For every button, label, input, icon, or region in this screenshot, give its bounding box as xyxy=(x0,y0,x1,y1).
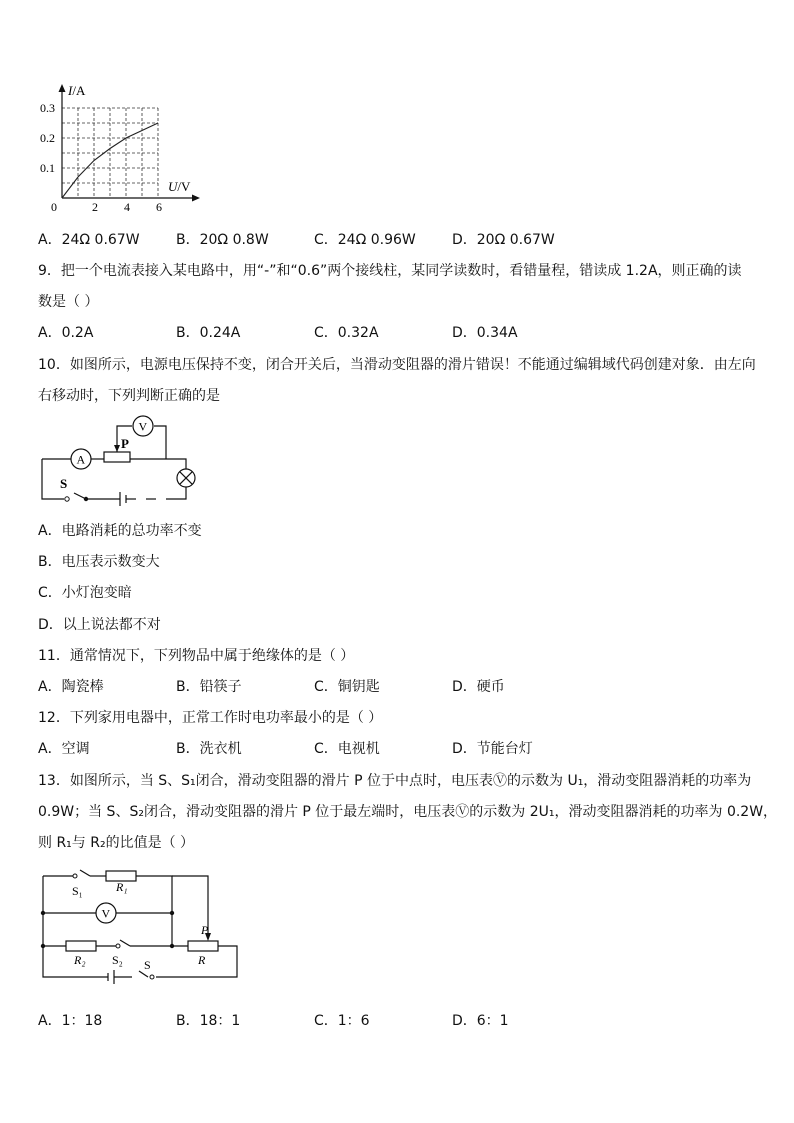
iu-graph xyxy=(28,78,208,218)
r2-label: R₂ xyxy=(74,953,86,967)
q13-stem-line1: 13．如图所示，当 S、S₁闭合，滑动变阻器的滑片 P 位于中点时，电压表Ⓥ的示数为 U₁，滑动变阻器消耗的功率为 xyxy=(38,773,752,789)
q13-option-d[interactable]: D．6：1 xyxy=(452,1013,509,1029)
r-label: R xyxy=(198,953,206,967)
q10-option-a[interactable]: A．电路消耗的总功率不变 xyxy=(38,523,202,539)
y-tick-label: 0.2 xyxy=(40,131,55,145)
y-axis-arrow xyxy=(59,84,66,92)
q13-stem-line3: 则 R₁与 R₂的比值是（ ） xyxy=(38,835,195,851)
q8-option-a[interactable]: A．24Ω 0.67W xyxy=(38,232,140,248)
q13-option-c[interactable]: C．1：6 xyxy=(314,1013,370,1029)
q9-stem-line2: 数是（ ） xyxy=(38,294,99,310)
q10-circuit-diagram xyxy=(38,415,208,507)
q10-option-c[interactable]: C．小灯泡变暗 xyxy=(38,585,132,601)
q10-option-b[interactable]: B．电压表示数变大 xyxy=(38,554,160,570)
q10-stem-line2: 右移动时，下列判断正确的是 xyxy=(38,388,220,404)
s-label: S xyxy=(144,958,151,972)
q13-option-a[interactable]: A．1：18 xyxy=(38,1013,103,1029)
q11-option-d[interactable]: D．硬币 xyxy=(452,679,505,695)
q12-option-c[interactable]: C．电视机 xyxy=(314,741,380,757)
q10-option-d[interactable]: D．以上说法都不对 xyxy=(38,617,161,633)
q9-option-b[interactable]: B．0.24A xyxy=(176,325,241,341)
q8-option-c[interactable]: C．24Ω 0.96W xyxy=(314,232,416,248)
slider-label: P xyxy=(201,923,209,937)
ammeter-label: A xyxy=(76,452,86,467)
x-axis-arrow xyxy=(192,195,200,202)
slider-label: P xyxy=(121,436,129,451)
q10-stem-line1: 10．如图所示，电源电压保持不变，闭合开关后，当滑动变阻器的滑片错误！不能通过编辑域代码创建对象．由左向 xyxy=(38,357,756,373)
s1-label: S₁ xyxy=(72,884,83,898)
x-axis-label: U/V xyxy=(168,179,191,194)
q11-stem: 11．通常情况下，下列物品中属于绝缘体的是（ ） xyxy=(38,648,355,664)
y-tick-label: 0.1 xyxy=(40,161,55,175)
graph-grid xyxy=(62,108,158,198)
q12-option-b[interactable]: B．洗衣机 xyxy=(176,741,242,757)
q9-option-c[interactable]: C．0.32A xyxy=(314,325,379,341)
q9-option-a[interactable]: A．0.2A xyxy=(38,325,94,341)
q11-option-a[interactable]: A．陶瓷棒 xyxy=(38,679,104,695)
r1-label: R₁ xyxy=(116,880,128,894)
q11-option-c[interactable]: C．铜钥匙 xyxy=(314,679,380,695)
switch-label: S xyxy=(60,476,68,491)
origin-label: 0 xyxy=(51,200,57,214)
x-tick-label: 2 xyxy=(92,200,98,214)
q12-option-d[interactable]: D．节能台灯 xyxy=(452,741,533,757)
q13-circuit-diagram xyxy=(38,868,244,992)
s2-label: S₂ xyxy=(112,953,123,967)
q12-stem: 12．下列家用电器中，正常工作时电功率最小的是（ ） xyxy=(38,710,383,726)
q9-option-d[interactable]: D．0.34A xyxy=(452,325,518,341)
q12-option-a[interactable]: A．空调 xyxy=(38,741,90,757)
x-tick-label: 6 xyxy=(156,200,162,214)
y-axis-label: I/A xyxy=(68,83,86,98)
q13-stem-line2: 0.9W；当 S、S₂闭合，滑动变阻器的滑片 P 位于最左端时，电压表Ⓥ的示数为 2U₁，滑动变阻器消耗的功率为 0.2W， xyxy=(38,804,778,820)
y-tick-label: 0.3 xyxy=(40,101,55,115)
q8-option-d[interactable]: D．20Ω 0.67W xyxy=(452,232,555,248)
q11-option-b[interactable]: B．铅筷子 xyxy=(176,679,242,695)
voltmeter-label: V xyxy=(101,906,111,921)
voltmeter-label: V xyxy=(138,419,148,434)
q9-stem-line1: 9．把一个电流表接入某电路中，用“-”和“0.6”两个接线柱，某同学读数时，看错量程，错读成 1.2A，则正确的读 xyxy=(38,263,742,279)
x-tick-label: 4 xyxy=(124,200,130,214)
q13-option-b[interactable]: B．18：1 xyxy=(176,1013,241,1029)
q8-option-b[interactable]: B．20Ω 0.8W xyxy=(176,232,269,248)
